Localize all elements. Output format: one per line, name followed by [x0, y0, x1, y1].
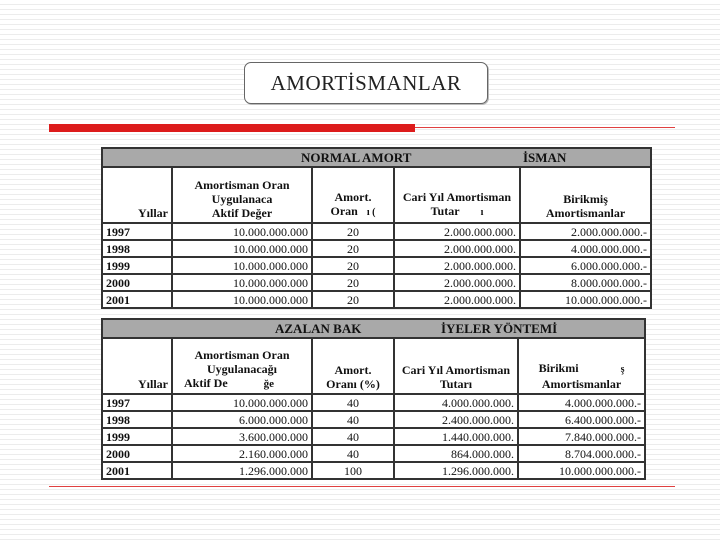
- table-cell: 40: [312, 445, 394, 462]
- table-cell: 1997: [102, 394, 172, 411]
- table-cell: 10.000.000.000: [172, 240, 312, 257]
- header-years: Yıllar: [102, 167, 172, 223]
- table-cell: 20: [312, 223, 394, 240]
- header-years: Yıllar: [102, 338, 172, 394]
- table-cell: 8.000.000.000.-: [520, 274, 651, 291]
- accent-line: [415, 127, 675, 128]
- table-cell: 2.160.000.000: [172, 445, 312, 462]
- table-cell: 20: [312, 257, 394, 274]
- declining-balance-table: [101, 318, 646, 480]
- table-cell: 2000: [102, 445, 172, 462]
- header-annual-amortization: Cari Yıl Amortisman Tutar ı: [394, 167, 520, 223]
- table-row: [102, 240, 651, 257]
- table-cell: 40: [312, 411, 394, 428]
- table-cell: 1998: [102, 411, 172, 428]
- banner-title-left: NORMAL AMORT: [301, 150, 412, 165]
- table-cell: 6.400.000.000.-: [518, 411, 645, 428]
- table-banner: [102, 319, 645, 338]
- table-cell: 10.000.000.000: [172, 394, 312, 411]
- header-rate: Amort. Oran ı (: [312, 167, 394, 223]
- table-cell: 2.400.000.000.: [394, 411, 518, 428]
- normal-amortization-table: [101, 147, 652, 309]
- table-cell: 2.000.000.000.: [394, 274, 520, 291]
- table-row: [102, 394, 645, 411]
- table-cell: 10.000.000.000: [172, 257, 312, 274]
- banner-title-right: İYELER YÖNTEMİ: [441, 321, 558, 336]
- table-banner: [102, 148, 651, 167]
- header-annual-amortization: Cari Yıl Amortisman Tutarı: [394, 338, 518, 394]
- table-cell: 6.000.000.000.-: [520, 257, 651, 274]
- table-cell: 1.440.000.000.: [394, 428, 518, 445]
- table-cell: 864.000.000.: [394, 445, 518, 462]
- footer-line: [49, 486, 675, 487]
- banner-title-left: AZALAN BAK: [275, 321, 362, 336]
- table-cell: 4.000.000.000.: [394, 394, 518, 411]
- table-cell: 40: [312, 394, 394, 411]
- table-cell: 1999: [102, 257, 172, 274]
- table-row: [102, 445, 645, 462]
- table-cell: 2.000.000.000.: [394, 223, 520, 240]
- table-row: [102, 428, 645, 445]
- table-cell: 1998: [102, 240, 172, 257]
- slide-title: [244, 62, 488, 104]
- table-cell: 7.840.000.000.-: [518, 428, 645, 445]
- table-cell: 8.704.000.000.-: [518, 445, 645, 462]
- table-cell: 2.000.000.000.: [394, 240, 520, 257]
- table-cell: 20: [312, 274, 394, 291]
- table-cell: 10.000.000.000: [172, 291, 312, 308]
- header-asset-value: Amortisman Oran Uygulanaca Aktif Değer: [172, 167, 312, 223]
- table-cell: 3.600.000.000: [172, 428, 312, 445]
- table-cell: 100: [312, 462, 394, 479]
- table-cell: 20: [312, 291, 394, 308]
- table-cell: 40: [312, 428, 394, 445]
- table-row: [102, 291, 651, 308]
- table-cell: 2.000.000.000.: [394, 257, 520, 274]
- header-cumulative-amortization: Birikmi ş Amortismanlar: [518, 338, 645, 394]
- table-cell: 4.000.000.000.-: [518, 394, 645, 411]
- table-cell: 10.000.000.000.-: [520, 291, 651, 308]
- table-cell: 1997: [102, 223, 172, 240]
- table-cell: 6.000.000.000: [172, 411, 312, 428]
- table-header-row: [102, 167, 651, 223]
- table-cell: 1.296.000.000: [172, 462, 312, 479]
- header-cumulative-amortization: Birikmiş Amortismanlar: [520, 167, 651, 223]
- table-cell: 10.000.000.000: [172, 223, 312, 240]
- table-row: [102, 257, 651, 274]
- table-cell: 10.000.000.000: [172, 274, 312, 291]
- table-cell: 2001: [102, 291, 172, 308]
- banner-title-right: İSMAN: [523, 150, 567, 165]
- table-row: [102, 462, 645, 479]
- table-row: [102, 274, 651, 291]
- slide-title-text: AMORTİSMANLAR: [270, 70, 462, 95]
- table-cell: 2.000.000.000.-: [520, 223, 651, 240]
- table-cell: 1999: [102, 428, 172, 445]
- table-cell: 2001: [102, 462, 172, 479]
- table-cell: 2.000.000.000.: [394, 291, 520, 308]
- table-cell: 20: [312, 240, 394, 257]
- header-rate: Amort. Oranı (%): [312, 338, 394, 394]
- table-cell: 4.000.000.000.-: [520, 240, 651, 257]
- table-cell: 2000: [102, 274, 172, 291]
- table-header-row: [102, 338, 645, 394]
- header-asset-value: Amortisman Oran Uygulanacağı Aktif De ğe: [172, 338, 312, 394]
- table-row: [102, 411, 645, 428]
- table-cell: 10.000.000.000.-: [518, 462, 645, 479]
- accent-bar: [49, 124, 415, 132]
- table-cell: 1.296.000.000.: [394, 462, 518, 479]
- table-row: [102, 223, 651, 240]
